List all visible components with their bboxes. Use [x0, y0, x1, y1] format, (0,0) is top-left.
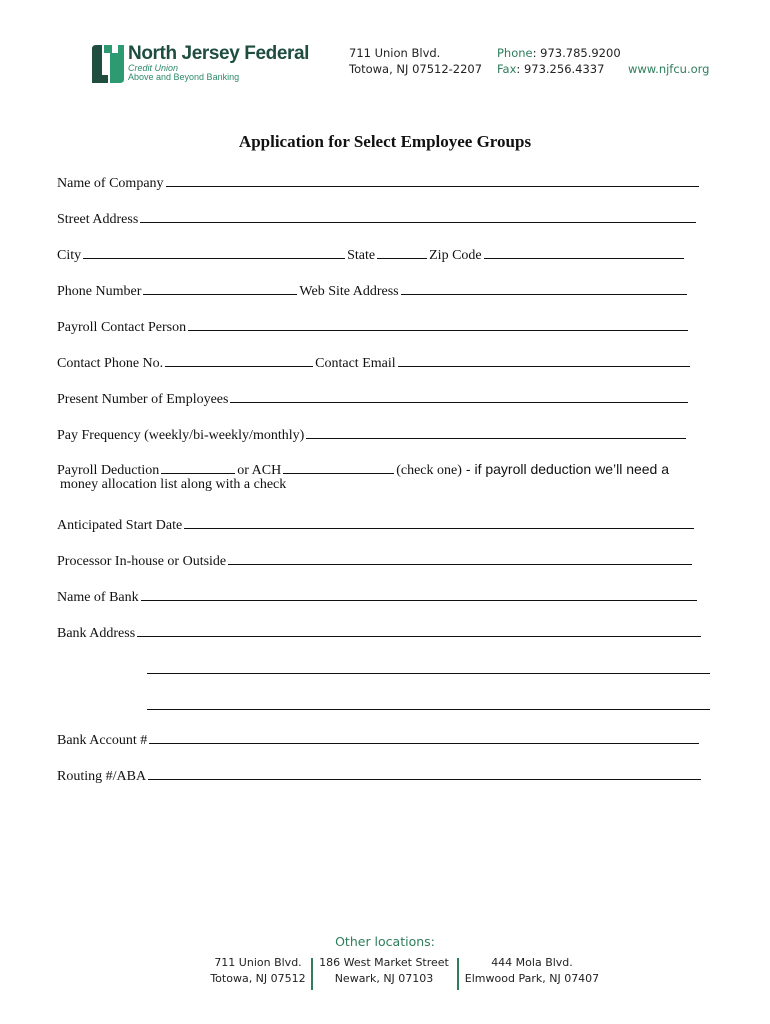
footer-divider — [311, 958, 313, 990]
routing-row — [57, 765, 703, 785]
bank-address-row — [57, 622, 703, 642]
employees-label: Present Number of Employees — [57, 392, 229, 407]
routing-field[interactable] — [148, 765, 701, 780]
website-field[interactable] — [401, 280, 687, 295]
payroll-contact-row — [57, 316, 690, 336]
njfcu-logo-icon — [90, 45, 124, 83]
phone-number-field[interactable] — [143, 280, 297, 295]
brand-tagline: Above and Beyond Banking — [128, 72, 240, 82]
street-field[interactable] — [140, 208, 696, 223]
company-row — [57, 172, 701, 192]
routing-label: Routing #/ABA — [57, 769, 147, 784]
contact-phone-field[interactable] — [165, 352, 313, 367]
contact-row — [57, 352, 692, 372]
location-line-2: Newark, NJ 07103 — [334, 972, 434, 985]
zip-label: Zip Code — [429, 248, 482, 263]
phone-number-label: Phone Number — [57, 284, 142, 299]
state-label: State — [347, 248, 376, 263]
zip-field[interactable] — [484, 244, 684, 259]
fax-label: Fax — [497, 62, 517, 76]
street-label: Street Address — [57, 212, 139, 227]
bank-address-label: Bank Address — [57, 626, 136, 641]
bank-account-label: Bank Account # — [57, 733, 148, 748]
deduction-note: - if payroll deduction we’ll need a — [465, 461, 670, 477]
phone-info — [497, 45, 621, 61]
form-title: Application for Select Employee Groups — [238, 132, 532, 151]
location-totowa — [204, 955, 312, 987]
phone-label: Phone — [497, 46, 533, 60]
location-line-1: 711 Union Blvd. — [214, 956, 302, 969]
brand-name: North Jersey Federal — [128, 43, 310, 64]
or-ach-label: or ACH — [237, 463, 282, 478]
check-one-label: (check one) — [396, 463, 462, 478]
pay-frequency-field[interactable] — [306, 424, 686, 439]
bank-address-field[interactable] — [137, 622, 701, 637]
payroll-contact-label: Payroll Contact Person — [57, 320, 187, 335]
processor-field[interactable] — [228, 550, 692, 565]
phone-website-row — [57, 280, 689, 300]
address-line-2: Totowa, NJ 07512-2207 — [349, 62, 483, 76]
payroll-contact-field[interactable] — [188, 316, 688, 331]
bank-name-field[interactable] — [141, 586, 697, 601]
employees-row — [57, 388, 690, 408]
payroll-deduction-row — [57, 459, 669, 479]
footer-title: Other locations: — [335, 934, 435, 949]
brand-subtitle: Credit Union — [128, 63, 179, 73]
payroll-deduction-label: Payroll Deduction — [57, 463, 160, 478]
location-line-2: Totowa, NJ 07512 — [210, 972, 306, 985]
city-row — [57, 244, 686, 264]
header-address — [349, 45, 482, 77]
state-field[interactable] — [377, 244, 427, 259]
location-newark — [318, 955, 450, 987]
bank-account-field[interactable] — [149, 729, 699, 744]
credit-union-logo — [90, 45, 310, 85]
phone-value: : 973.785.9200 — [532, 46, 621, 60]
header-contact — [497, 45, 621, 77]
location-line-1: 444 Mola Blvd. — [491, 956, 573, 969]
start-date-row — [57, 514, 696, 534]
website-link[interactable]: www.njfcu.org — [628, 62, 710, 76]
website-label: Web Site Address — [299, 284, 399, 299]
city-label: City — [57, 248, 82, 263]
address-line-1: 711 Union Blvd. — [349, 46, 441, 60]
contact-email-label: Contact Email — [315, 356, 396, 371]
pay-frequency-label: Pay Frequency (weekly/bi-weekly/monthly) — [57, 428, 305, 443]
bank-name-row — [57, 586, 699, 606]
fax-value: : 973.256.4337 — [516, 62, 605, 76]
company-field[interactable] — [166, 172, 699, 187]
bank-address-line-3[interactable] — [147, 709, 710, 710]
start-date-field[interactable] — [184, 514, 694, 529]
start-date-label: Anticipated Start Date — [57, 518, 183, 533]
location-line-1: 186 West Market Street — [319, 956, 449, 969]
contact-phone-label: Contact Phone No. — [57, 356, 164, 371]
location-elmwood-park — [463, 955, 601, 987]
street-row — [57, 208, 698, 228]
company-label: Name of Company — [57, 176, 164, 191]
bank-address-line-2[interactable] — [147, 673, 710, 674]
footer-divider — [457, 958, 459, 990]
pay-frequency-row — [57, 424, 688, 444]
bank-account-row — [57, 729, 701, 749]
employees-field[interactable] — [230, 388, 688, 403]
processor-row — [57, 550, 694, 570]
city-field[interactable] — [83, 244, 345, 259]
processor-label: Processor In-house or Outside — [57, 554, 227, 569]
contact-email-field[interactable] — [398, 352, 690, 367]
deduction-note-continued: money allocation list along with a check — [60, 477, 287, 492]
location-line-2: Elmwood Park, NJ 07407 — [464, 972, 600, 985]
fax-info — [497, 61, 621, 77]
payroll-deduction-field[interactable] — [161, 459, 235, 474]
ach-field[interactable] — [283, 459, 394, 474]
bank-name-label: Name of Bank — [57, 590, 139, 605]
